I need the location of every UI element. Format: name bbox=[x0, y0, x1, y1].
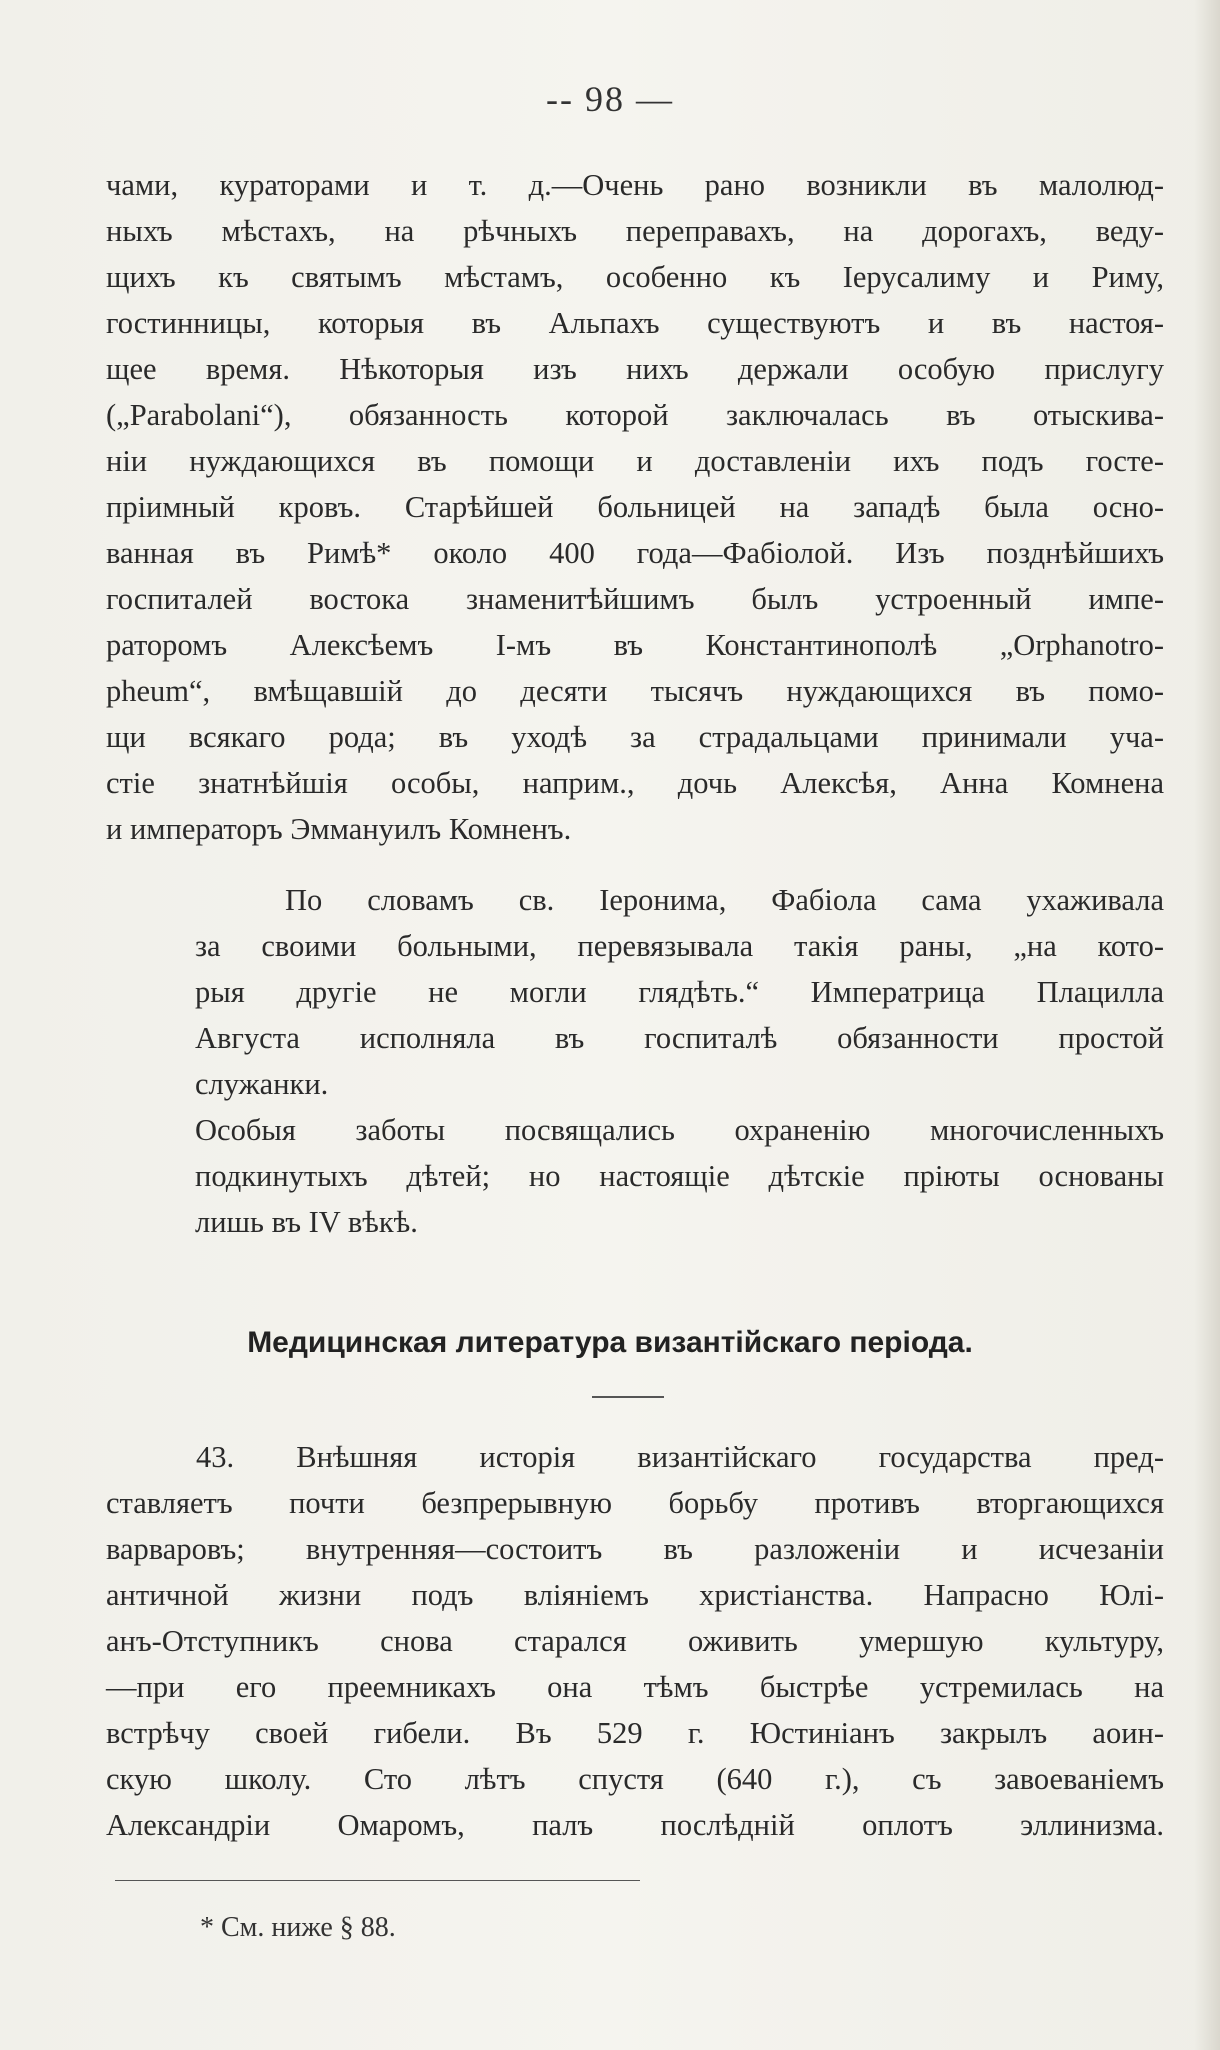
text-line: щи всякаго рода; въ уходѣ за страдальцами принимали уча- bbox=[106, 720, 1164, 754]
text-line: По словамъ св. Іеронима, Фабіола сама ухаживала bbox=[285, 883, 1164, 917]
text-line: госпиталей востока знаменитѣйшимъ былъ устроенный импе- bbox=[106, 582, 1164, 616]
text-line: Особыя заботы посвящались охраненію многочисленныхъ bbox=[195, 1113, 1164, 1147]
text-line: пріимный кровъ. Старѣйшей больницей на западѣ была осно- bbox=[106, 490, 1164, 524]
text-line: анъ-Отступникъ снова старался оживить умершую культуру, bbox=[106, 1624, 1164, 1658]
text-line: лишь въ IV вѣкѣ. bbox=[195, 1205, 418, 1239]
text-line: стіе знатнѣйшія особы, наприм., дочь Алексѣя, Анна Комнена bbox=[106, 766, 1164, 800]
text-line: ніи нуждающихся въ помощи и доставленіи ихъ подъ госте- bbox=[106, 444, 1164, 478]
text-line: и императоръ Эммануилъ Комненъ. bbox=[106, 812, 572, 846]
text-line: встрѣчу своей гибели. Въ 529 г. Юстиніанъ закрылъ аоин- bbox=[106, 1716, 1164, 1750]
text-line: раторомъ Алексѣемъ I-мъ въ Константинополѣ „Orphanotro- bbox=[106, 628, 1164, 662]
text-line: рыя другіе не могли глядѣть.“ Императрица Плацилла bbox=[195, 975, 1164, 1009]
text-line: 43. Внѣшняя исторія византійскаго государства пред- bbox=[196, 1440, 1164, 1474]
footnote: * См. ниже § 88. bbox=[200, 1912, 396, 1943]
footnote-divider bbox=[115, 1880, 640, 1881]
text-line: античной жизни подъ вліяніемъ христіанства. Напрасно Юлі- bbox=[106, 1578, 1164, 1612]
text-line: pheum“, вмѣщавшій до десяти тысячъ нуждающихся въ помо- bbox=[106, 674, 1164, 708]
text-line: щихъ къ святымъ мѣстамъ, особенно къ Іерусалиму и Риму, bbox=[106, 260, 1164, 294]
text-line: Августа исполняла въ госпиталѣ обязанности простой bbox=[195, 1021, 1164, 1055]
text-line: подкинутыхъ дѣтей; но настоящіе дѣтскіе пріюты основаны bbox=[195, 1159, 1164, 1193]
section-heading: Медицинская литература византійскаго періода. bbox=[247, 1326, 973, 1359]
text-line: гостинницы, которыя въ Альпахъ существуютъ и въ настоя- bbox=[106, 306, 1164, 340]
page-number: -- 98 — bbox=[546, 79, 674, 119]
heading-divider bbox=[592, 1396, 664, 1398]
text-line: варваровъ; внутренняя—состоитъ въ разложеніи и исчезаніи bbox=[106, 1532, 1164, 1566]
paragraph-byzantine-history bbox=[106, 1434, 1164, 1848]
text-line: за своими больными, перевязывала такія раны, „на кото- bbox=[195, 929, 1164, 963]
text-line: чами, кураторами и т. д.—Очень рано возникли въ малолюд- bbox=[106, 168, 1164, 202]
text-line: ванная въ Римѣ* около 400 года—Фабіолой. Изъ позднѣйшихъ bbox=[106, 536, 1164, 570]
page-edge-shadow bbox=[1194, 0, 1220, 2050]
text-line: служанки. bbox=[195, 1067, 329, 1101]
text-line: скую школу. Сто лѣтъ спустя (640 г.), съ завоеваніемъ bbox=[106, 1762, 1164, 1796]
text-line: Александріи Омаромъ, палъ послѣдній оплотъ эллинизма. bbox=[106, 1808, 1164, 1842]
paragraph-fabiola bbox=[195, 877, 1164, 1245]
paragraph-hospitals bbox=[106, 162, 1164, 852]
text-line: щее время. Нѣкоторыя изъ нихъ держали особую прислугу bbox=[106, 352, 1164, 386]
text-line: —при его преемникахъ она тѣмъ быстрѣе устремилась на bbox=[106, 1670, 1164, 1704]
text-line: ставляетъ почти безпрерывную борьбу противъ вторгающихся bbox=[106, 1486, 1164, 1520]
text-line: („Parabolani“), обязанность которой заключалась въ отыскива- bbox=[106, 398, 1164, 432]
text-line: ныхъ мѣстахъ, на рѣчныхъ переправахъ, на дорогахъ, веду- bbox=[106, 214, 1164, 248]
